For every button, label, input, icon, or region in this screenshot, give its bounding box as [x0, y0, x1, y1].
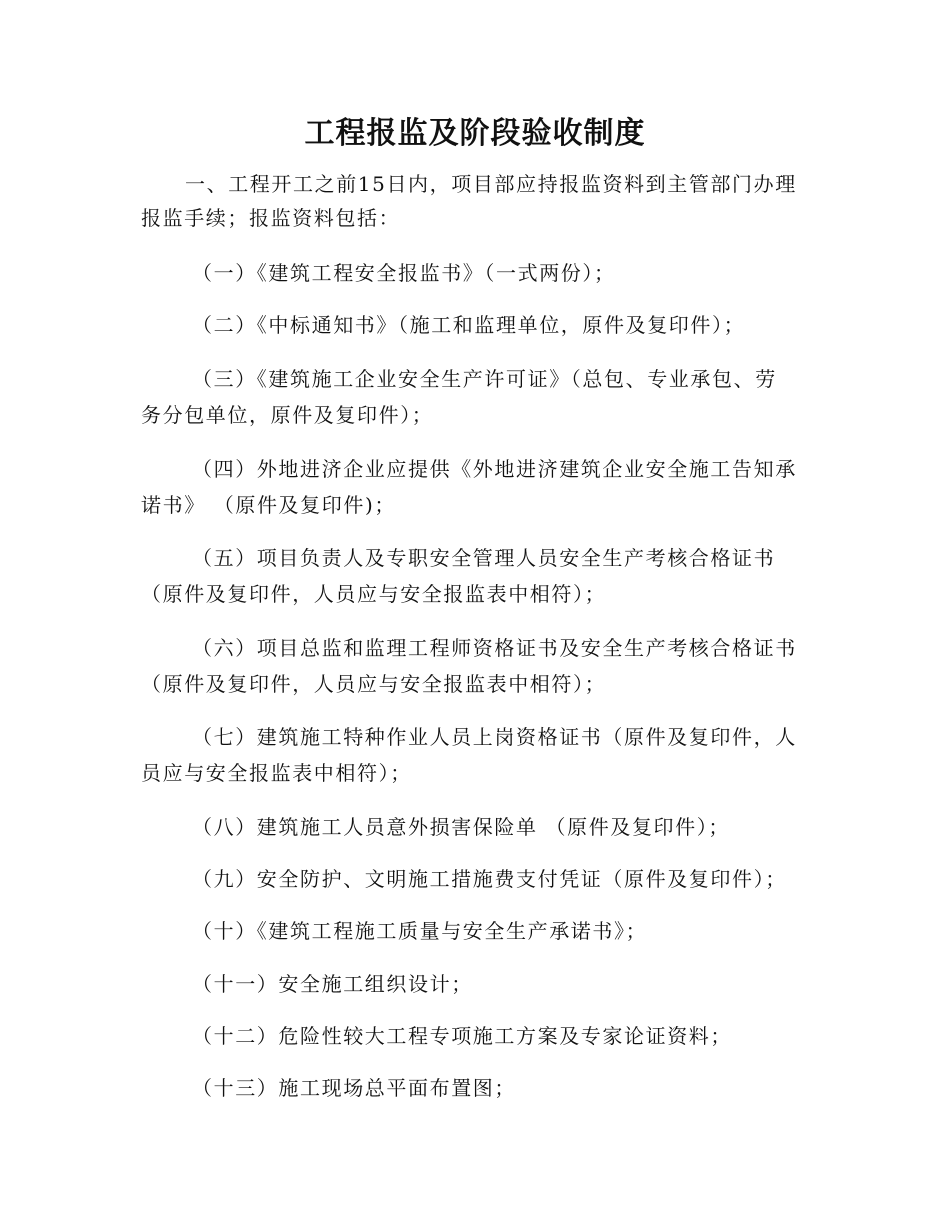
list-item-line: （五）项目负责人及专职安全管理人员安全生产考核合格证书: [192, 546, 776, 570]
list-item-line: 员应与安全报监表中相符）；: [141, 761, 412, 785]
list-item-line: （一）《建筑工程安全报监书》（一式两份）；: [192, 261, 616, 285]
list-item-line: 务分包单位，原件及复印件）；: [141, 403, 434, 427]
list-item-line: （九）安全防护、文明施工措施费支付凭证（原件及复印件）；: [192, 867, 787, 891]
list-item-line: （原件及复印件，人员应与安全报监表中相符）；: [141, 672, 607, 696]
list-item-line: （七）建筑施工特种作业人员上岗资格证书（原件及复印件，人: [192, 725, 797, 749]
list-item-line: （六）项目总监和监理工程师资格证书及安全生产考核合格证书: [192, 636, 797, 660]
list-item-line: （原件及复印件，人员应与安全报监表中相符）；: [141, 582, 607, 606]
list-item-line: （十）《建筑工程施工质量与安全生产承诺书》；: [192, 919, 648, 943]
paragraph-line: 报监手续；报监资料包括：: [141, 206, 401, 230]
list-item-line: （三）《建筑施工企业安全生产许可证》（总包、专业承包、劳: [192, 367, 777, 391]
list-item-line: 诺书》 （原件及复印件)；: [141, 493, 396, 517]
document-title: 工程报监及阶段验收制度: [304, 116, 646, 151]
list-item-line: （八）建筑施工人员意外损害保险单 （原件及复印件）；: [192, 815, 730, 839]
list-item-line: （十三）施工现场总平面布置图；: [192, 1076, 516, 1100]
list-item-line: （二）《中标通知书》（施工和监理单位，原件及复印件）；: [192, 313, 746, 337]
paragraph-line: 一、工程开工之前15日内，项目部应持报监资料到主管部门办理: [185, 172, 797, 196]
list-item-line: （四）外地进济企业应提供《外地进济建筑企业安全施工告知承: [192, 457, 797, 481]
list-item-line: （十二）危险性较大工程专项施工方案及专家论证资料；: [192, 1024, 732, 1048]
list-item-line: （十一）安全施工组织设计；: [192, 972, 473, 996]
